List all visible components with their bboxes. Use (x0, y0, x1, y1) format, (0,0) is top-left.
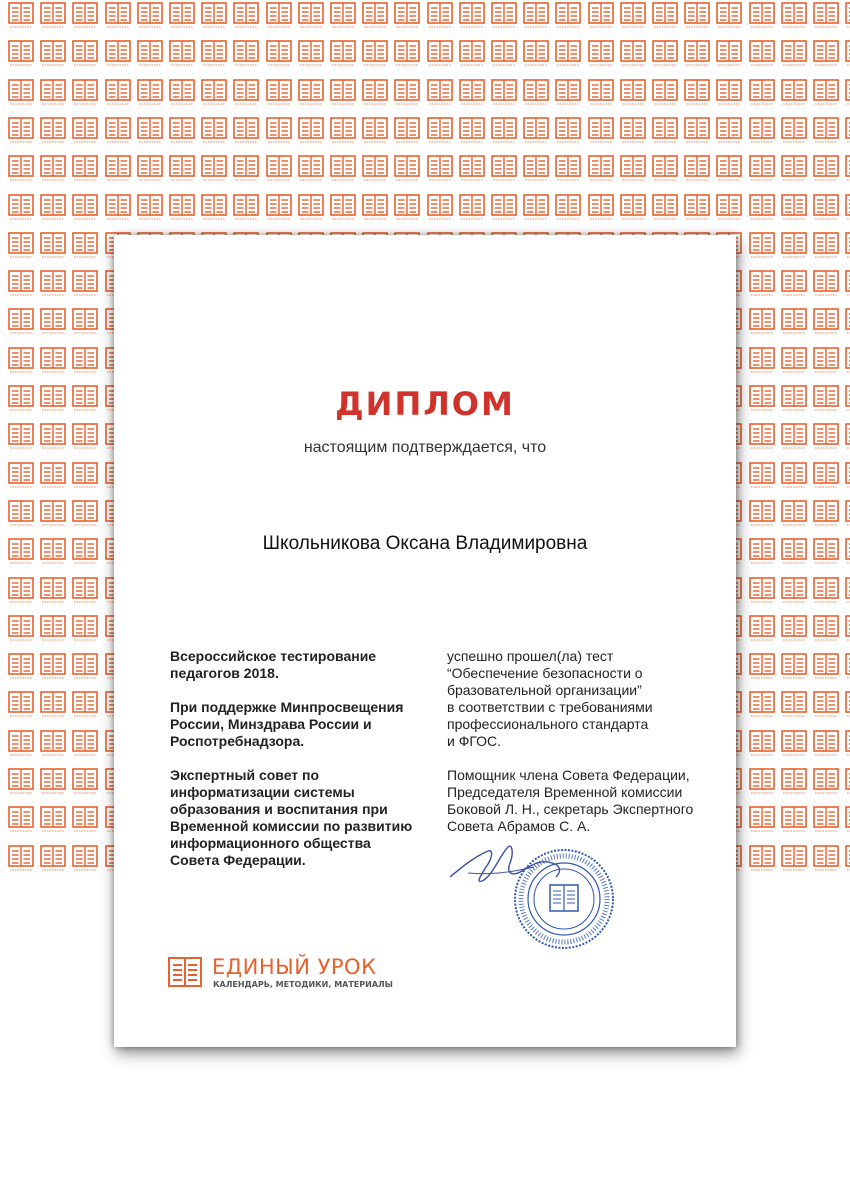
book-icon (749, 730, 779, 764)
book-icon (362, 155, 392, 189)
book-icon (105, 194, 135, 228)
book-icon (749, 500, 779, 534)
book-icon (555, 40, 585, 74)
book-icon (362, 194, 392, 228)
book-icon (781, 347, 811, 381)
book-icon (40, 462, 70, 496)
book-icon (684, 40, 714, 74)
book-icon (168, 957, 202, 987)
book-icon (845, 423, 850, 457)
book-icon (813, 462, 843, 496)
stamp-seal (512, 847, 616, 951)
book-icon (813, 232, 843, 266)
book-icon (72, 462, 102, 496)
book-icon (40, 577, 70, 611)
book-icon (394, 117, 424, 151)
book-icon (8, 155, 38, 189)
book-icon (555, 2, 585, 36)
book-icon (781, 270, 811, 304)
book-icon (491, 117, 521, 151)
book-icon (749, 79, 779, 113)
book-icon (749, 194, 779, 228)
book-icon (781, 845, 811, 879)
book-icon (620, 79, 650, 113)
book-icon (749, 768, 779, 802)
edinyj-urok-logo (168, 957, 398, 993)
book-icon (749, 806, 779, 840)
book-icon (652, 40, 682, 74)
book-icon (749, 270, 779, 304)
book-icon (523, 79, 553, 113)
book-icon (749, 691, 779, 725)
logo-name: ЕДИНЫЙ УРОК (212, 955, 377, 979)
book-icon (40, 423, 70, 457)
book-icon (781, 2, 811, 36)
book-icon (652, 117, 682, 151)
book-icon (813, 730, 843, 764)
book-icon (716, 155, 746, 189)
book-icon (40, 768, 70, 802)
book-icon (749, 347, 779, 381)
book-icon (813, 194, 843, 228)
book-icon (137, 40, 167, 74)
book-icon (845, 117, 850, 151)
book-icon (813, 768, 843, 802)
book-icon (8, 577, 38, 611)
book-icon (813, 270, 843, 304)
book-icon (40, 538, 70, 572)
book-icon (72, 385, 102, 419)
book-icon (523, 40, 553, 74)
book-icon (716, 79, 746, 113)
book-icon (8, 40, 38, 74)
book-icon (749, 385, 779, 419)
book-icon (8, 270, 38, 304)
book-icon (813, 117, 843, 151)
book-icon (781, 194, 811, 228)
book-icon (394, 194, 424, 228)
book-icon (459, 2, 489, 36)
book-icon (40, 40, 70, 74)
book-icon (588, 40, 618, 74)
book-icon (40, 270, 70, 304)
book-icon (749, 462, 779, 496)
book-icon (459, 155, 489, 189)
book-icon (394, 40, 424, 74)
book-icon (233, 194, 263, 228)
book-icon (845, 845, 850, 879)
book-icon (845, 615, 850, 649)
book-icon (845, 385, 850, 419)
book-icon (845, 79, 850, 113)
book-icon (813, 577, 843, 611)
book-icon (845, 232, 850, 266)
book-icon (8, 2, 38, 36)
book-icon (330, 117, 360, 151)
book-icon (72, 308, 102, 342)
book-icon (845, 462, 850, 496)
result-info (447, 648, 727, 852)
book-icon (266, 2, 296, 36)
book-icon (588, 194, 618, 228)
book-icon (620, 40, 650, 74)
book-icon (266, 194, 296, 228)
book-icon (491, 2, 521, 36)
book-icon (201, 79, 231, 113)
book-icon (8, 806, 38, 840)
book-icon (72, 423, 102, 457)
book-icon (781, 691, 811, 725)
book-icon (781, 385, 811, 419)
book-icon (169, 2, 199, 36)
expert-council-paragraph: Экспертный совет по информатизации системы образования и воспитания при Временной комиссии по развитию информационного общества Совета Федерации. (170, 767, 413, 868)
book-icon (72, 40, 102, 74)
book-icon (749, 538, 779, 572)
book-icon (491, 194, 521, 228)
book-icon (620, 155, 650, 189)
book-icon (40, 2, 70, 36)
book-icon (813, 615, 843, 649)
recipient-name: Школьникова Оксана Владимировна (262, 533, 588, 554)
book-icon (491, 40, 521, 74)
book-icon (781, 423, 811, 457)
book-icon (523, 194, 553, 228)
book-icon (652, 2, 682, 36)
book-icon (298, 2, 328, 36)
book-icon (362, 79, 392, 113)
book-icon (8, 385, 38, 419)
book-icon (652, 79, 682, 113)
book-icon (813, 308, 843, 342)
book-icon (105, 117, 135, 151)
book-icon (72, 155, 102, 189)
book-icon (781, 806, 811, 840)
book-icon (266, 40, 296, 74)
book-icon (8, 194, 38, 228)
confirmation-text: настоящим подтверждается, что (303, 439, 547, 456)
book-icon (555, 194, 585, 228)
book-icon (749, 2, 779, 36)
diploma-certificate (114, 235, 736, 1047)
book-icon (394, 2, 424, 36)
book-icon (72, 615, 102, 649)
book-icon (845, 2, 850, 36)
book-icon (684, 79, 714, 113)
book-icon (394, 79, 424, 113)
book-icon (845, 806, 850, 840)
book-icon (749, 423, 779, 457)
book-icon (8, 500, 38, 534)
book-icon (845, 500, 850, 534)
book-icon (40, 806, 70, 840)
book-icon (8, 462, 38, 496)
book-icon (716, 40, 746, 74)
book-icon (169, 194, 199, 228)
book-icon (845, 194, 850, 228)
book-icon (652, 155, 682, 189)
book-icon (781, 232, 811, 266)
book-icon (137, 79, 167, 113)
book-icon (620, 2, 650, 36)
book-icon (781, 308, 811, 342)
book-icon (40, 653, 70, 687)
logo-tagline: КАЛЕНДАРЬ, МЕТОДИКИ, МАТЕРИАЛЫ (213, 980, 393, 989)
event-paragraph: Всероссийское тестирование педагогов 2018. (170, 648, 377, 681)
book-icon (330, 40, 360, 74)
book-icon (459, 117, 489, 151)
book-icon (72, 730, 102, 764)
book-icon (72, 653, 102, 687)
book-icon (459, 40, 489, 74)
book-icon (40, 347, 70, 381)
book-icon (555, 155, 585, 189)
book-icon (781, 462, 811, 496)
book-icon (588, 155, 618, 189)
book-icon (266, 79, 296, 113)
book-icon (330, 155, 360, 189)
book-icon (523, 2, 553, 36)
book-icon (781, 577, 811, 611)
book-icon (749, 117, 779, 151)
book-icon (716, 117, 746, 151)
book-icon (298, 117, 328, 151)
book-icon (137, 194, 167, 228)
book-icon (652, 194, 682, 228)
book-icon (749, 653, 779, 687)
book-icon (72, 538, 102, 572)
book-icon (330, 79, 360, 113)
book-icon (716, 2, 746, 36)
book-icon (427, 194, 457, 228)
book-icon (845, 538, 850, 572)
book-icon (40, 79, 70, 113)
book-icon (427, 155, 457, 189)
book-icon (40, 232, 70, 266)
book-icon (201, 2, 231, 36)
book-icon (298, 40, 328, 74)
book-icon (105, 155, 135, 189)
book-icon (362, 117, 392, 151)
book-icon (72, 347, 102, 381)
book-icon (845, 730, 850, 764)
book-icon (72, 691, 102, 725)
book-icon (362, 2, 392, 36)
book-icon (813, 691, 843, 725)
book-icon (72, 768, 102, 802)
book-icon (137, 117, 167, 151)
book-icon (201, 40, 231, 74)
book-icon (105, 79, 135, 113)
book-icon (72, 232, 102, 266)
book-icon (8, 347, 38, 381)
book-icon (845, 347, 850, 381)
book-icon (266, 155, 296, 189)
book-icon (749, 155, 779, 189)
book-icon (684, 155, 714, 189)
book-icon (266, 117, 296, 151)
book-icon (8, 538, 38, 572)
book-icon (137, 155, 167, 189)
book-icon (427, 79, 457, 113)
book-icon (8, 691, 38, 725)
book-icon (40, 385, 70, 419)
book-icon (298, 79, 328, 113)
book-icon (362, 40, 392, 74)
book-icon (845, 155, 850, 189)
book-icon (233, 155, 263, 189)
book-icon (40, 730, 70, 764)
book-icon (749, 232, 779, 266)
book-icon (620, 194, 650, 228)
book-icon (684, 117, 714, 151)
book-icon (72, 806, 102, 840)
book-icon (845, 691, 850, 725)
book-icon (813, 347, 843, 381)
book-icon (813, 806, 843, 840)
book-icon (845, 40, 850, 74)
book-icon (201, 117, 231, 151)
book-icon (8, 730, 38, 764)
book-icon (781, 538, 811, 572)
book-icon (491, 79, 521, 113)
book-icon (588, 117, 618, 151)
book-icon (298, 155, 328, 189)
book-icon (8, 768, 38, 802)
book-icon (40, 691, 70, 725)
book-icon (749, 40, 779, 74)
book-icon (845, 308, 850, 342)
book-icon (72, 845, 102, 879)
book-icon (813, 538, 843, 572)
book-icon (201, 194, 231, 228)
book-icon (427, 40, 457, 74)
book-icon (555, 79, 585, 113)
book-icon (8, 117, 38, 151)
book-icon (72, 194, 102, 228)
book-icon (233, 117, 263, 151)
book-icon (169, 155, 199, 189)
book-icon (40, 308, 70, 342)
support-paragraph: При поддержке Минпросвещения России, Минздрава России и Роспотребнадзора. (170, 699, 404, 749)
test-result-paragraph: успешно прошел(ла) тест “Обеспечение безопасности о бразовательной организации” в соответствии с требованиями профессионального стандарта и ФГОС. (447, 648, 653, 749)
book-icon (394, 155, 424, 189)
book-icon (749, 308, 779, 342)
book-icon (233, 2, 263, 36)
book-icon (72, 117, 102, 151)
book-icon (845, 577, 850, 611)
book-icon (40, 845, 70, 879)
book-icon (8, 423, 38, 457)
book-icon (105, 2, 135, 36)
book-icon (72, 270, 102, 304)
book-icon (40, 194, 70, 228)
book-icon (781, 79, 811, 113)
book-icon (781, 768, 811, 802)
book-icon (72, 79, 102, 113)
book-icon (749, 615, 779, 649)
book-icon (813, 423, 843, 457)
book-icon (233, 79, 263, 113)
book-icon (330, 194, 360, 228)
book-icon (523, 117, 553, 151)
book-icon (749, 845, 779, 879)
book-icon (427, 117, 457, 151)
book-icon (72, 500, 102, 534)
book-icon (813, 155, 843, 189)
book-icon (72, 577, 102, 611)
book-icon (40, 117, 70, 151)
book-icon (8, 232, 38, 266)
book-icon (233, 40, 263, 74)
book-icon (169, 117, 199, 151)
book-icon (781, 40, 811, 74)
book-icon (813, 40, 843, 74)
book-icon (491, 155, 521, 189)
book-icon (137, 2, 167, 36)
book-icon (620, 117, 650, 151)
book-icon (588, 79, 618, 113)
book-icon (555, 117, 585, 151)
book-icon (169, 79, 199, 113)
book-icon (781, 155, 811, 189)
book-icon (684, 2, 714, 36)
book-icon (588, 2, 618, 36)
book-icon (169, 40, 199, 74)
book-icon (781, 615, 811, 649)
organizer-info (170, 648, 440, 886)
book-icon (72, 2, 102, 36)
book-icon (813, 79, 843, 113)
book-icon (459, 79, 489, 113)
book-icon (40, 155, 70, 189)
book-icon (298, 194, 328, 228)
book-icon (8, 845, 38, 879)
book-icon (330, 2, 360, 36)
book-icon (813, 2, 843, 36)
book-icon (8, 653, 38, 687)
book-icon (813, 385, 843, 419)
book-icon (427, 2, 457, 36)
book-icon (781, 500, 811, 534)
book-icon (523, 155, 553, 189)
book-icon (781, 730, 811, 764)
book-icon (459, 194, 489, 228)
book-icon (8, 615, 38, 649)
diploma-title: ДИПЛОМ (335, 385, 515, 423)
book-icon (8, 79, 38, 113)
book-icon (716, 194, 746, 228)
book-icon (201, 155, 231, 189)
book-icon (781, 117, 811, 151)
book-icon (8, 308, 38, 342)
book-icon (813, 653, 843, 687)
book-icon (813, 845, 843, 879)
book-icon (105, 40, 135, 74)
book-icon (40, 500, 70, 534)
book-icon (845, 270, 850, 304)
signatory-paragraph: Помощник члена Совета Федерации, Председателя Временной комиссии Боковой Л. Н., секретарь Экспертного Совета Абрамов С. А. (447, 767, 694, 834)
book-icon (749, 577, 779, 611)
book-icon (813, 500, 843, 534)
book-icon (40, 615, 70, 649)
book-icon (845, 768, 850, 802)
book-icon (845, 653, 850, 687)
book-icon (684, 194, 714, 228)
book-icon (781, 653, 811, 687)
